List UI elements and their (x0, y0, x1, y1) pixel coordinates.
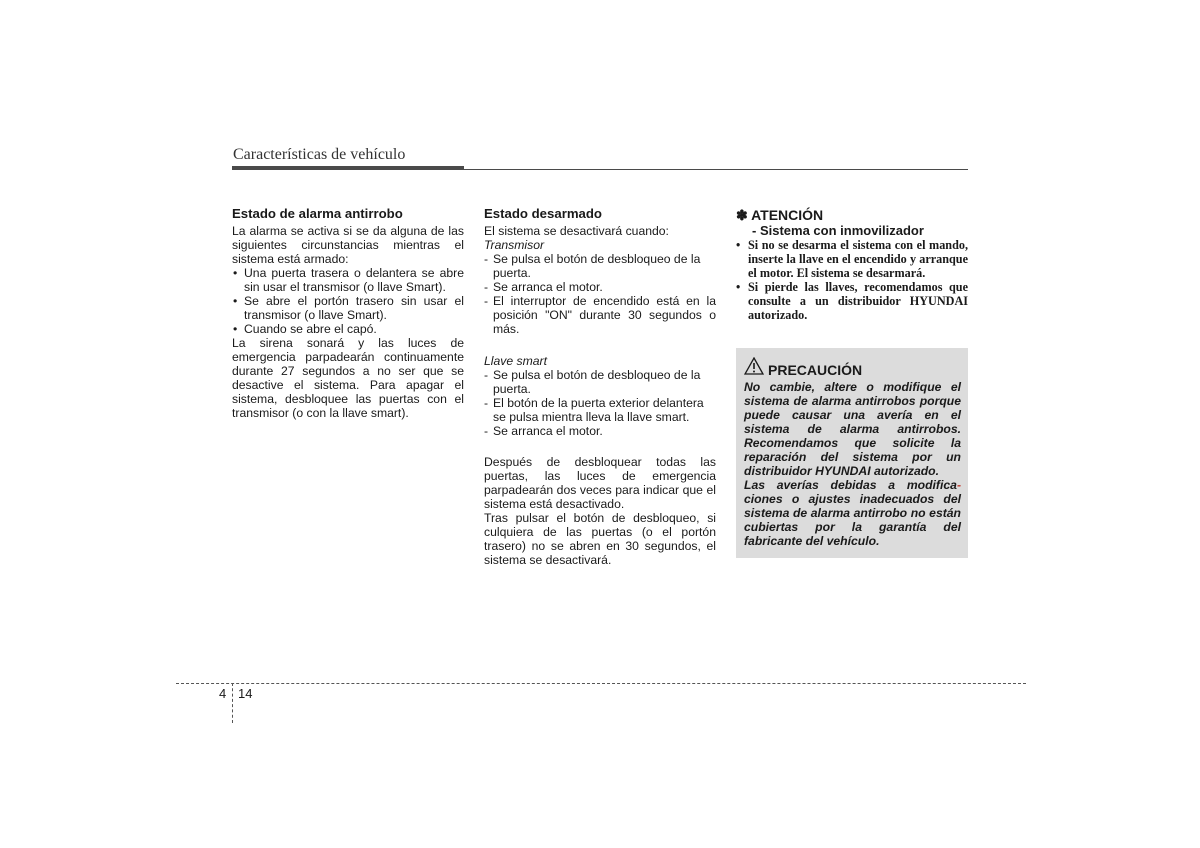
alarm-intro: La alarma se activa si se da alguna de las siguientes circunstancias mientras el sistema está armado: (232, 224, 464, 266)
caution-para-2-end: ciones o ajustes inadecuados del sistema de alarma antirrobo no están cubiertas por la garantía del fabricante del vehículo. (744, 492, 961, 548)
attention-bullet-2: • Si pierde las llaves, recomendamos que consulte a un distribuidor HYUNDAI autorizado. (736, 280, 968, 322)
alarm-bullet-2: • Se abre el portón trasero sin usar el transmisor (o llave Smart). (232, 294, 464, 322)
transmitter-item-3-text: El interruptor de encendido está en la posición "ON" durante 30 segundos o más. (493, 294, 716, 336)
header-rule-thin (464, 169, 968, 170)
alarm-outro: La sirena sonará y las luces de emergencia parpadearán continuamente durante 27 segundos a no ser que se desactive el sistema. Para apagar el sistema, desbloquee las puertas con el transmisor (o con la llave smart). (232, 336, 464, 420)
disarmed-para-2: Tras pulsar el botón de desbloqueo, si culquiera de las puertas (o el portón trasero) no se abren en 30 segundos, el sistema se desactivará. (484, 511, 716, 567)
dash-marker: - (484, 368, 489, 382)
dash-marker: - (484, 252, 489, 266)
column-disarmed-state (484, 207, 716, 567)
alarm-bullet-1: • Una puerta trasera o delantera se abre sin usar el transmisor (o llave Smart). (232, 266, 464, 294)
dash-marker: - (484, 280, 489, 294)
smartkey-item-2 (484, 396, 716, 424)
column-attention (736, 207, 968, 322)
caution-header (744, 357, 961, 378)
transmitter-item-3 (484, 294, 716, 336)
dash-marker: - (484, 294, 489, 308)
caution-title: PRECAUCIÓN (768, 362, 863, 378)
section-heading-disarmed: Estado desarmado (484, 206, 602, 221)
smartkey-item-1 (484, 368, 716, 396)
attention-subtitle: - Sistema con inmovilizador (752, 223, 924, 238)
page-chapter-number: 4 (219, 686, 227, 701)
disarmed-para-1: Después de desbloquear todas las puertas, las luces de emergencia parpadearán dos veces para indicar que el sistema está desactivado. (484, 455, 716, 511)
transmitter-item-2-text: Se arranca el motor. (493, 280, 603, 294)
transmitter-item-1 (484, 252, 716, 280)
caution-para-1: No cambie, altere o modifique el sistema de alarma antirrobos porque puede causar una avería en el sistema de alarma antirrobos. Recomendamos que solicite la reparación del sistema por un distribuidor HYUNDAI autorizado. (744, 380, 961, 478)
caution-para-2-start: Las averías debidas a modifica (744, 478, 957, 492)
warning-triangle-icon (744, 357, 764, 378)
footer-divider (232, 683, 233, 723)
page-number: 14 (238, 686, 253, 701)
subheading-transmitter: Transmisor (484, 238, 545, 252)
transmitter-item-2 (484, 280, 716, 294)
subheading-smart-key: Llave smart (484, 354, 547, 368)
attention-title: ✽ ATENCIÓN (736, 207, 824, 223)
transmitter-item-1-text: Se pulsa el botón de desbloqueo de la puerta. (493, 252, 701, 280)
header-rule-thick (232, 166, 464, 170)
smartkey-item-1-text: Se pulsa el botón de desbloqueo de la puerta. (493, 368, 701, 396)
caution-hyphen: - (956, 478, 961, 492)
column-alarm-state (232, 207, 464, 420)
page-header-title: Características de vehículo (233, 146, 406, 163)
caution-para-2 (744, 478, 961, 548)
dash-marker: - (484, 424, 489, 438)
smartkey-item-3-text: Se arranca el motor. (493, 424, 603, 438)
alarm-bullet-3: • Cuando se abre el capó. (232, 322, 464, 336)
attention-bullet-1: • Si no se desarma el sistema con el mando, inserte la llave en el encendido y arranque el motor. El sistema se desarmará. (736, 238, 968, 280)
smartkey-item-3 (484, 424, 716, 438)
smartkey-item-2-text: El botón de la puerta exterior delantera se pulsa mientra lleva la llave smart. (493, 396, 704, 424)
footer-rule (176, 683, 1026, 684)
caution-box (736, 348, 968, 558)
disarmed-intro: El sistema se desactivará cuando: (484, 224, 669, 238)
section-heading-alarm: Estado de alarma antirrobo (232, 206, 403, 221)
dash-marker: - (484, 396, 489, 410)
